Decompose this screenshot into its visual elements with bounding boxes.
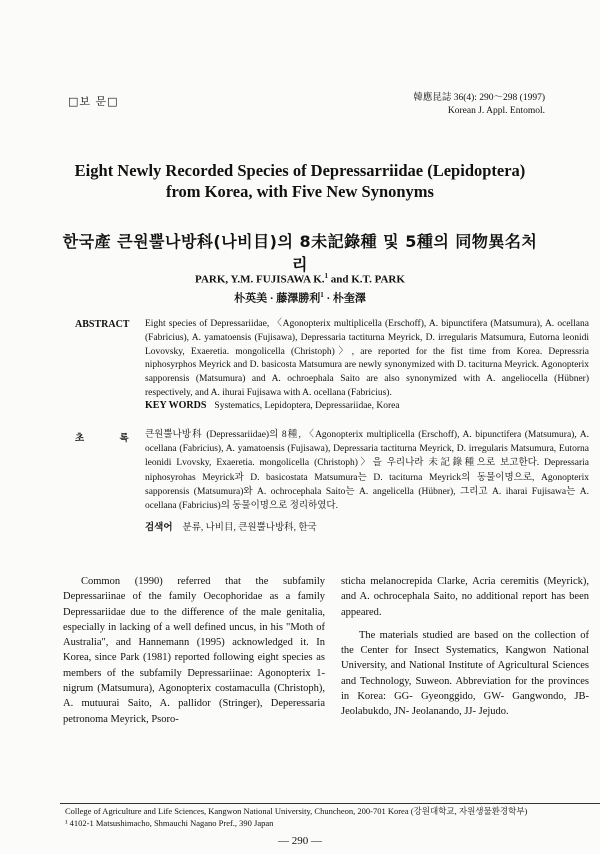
section-tag: □보 문□ xyxy=(68,95,119,108)
footnote-rule xyxy=(60,803,600,804)
journal-name: Korean J. Appl. Entomol. xyxy=(447,106,545,116)
korean-title: 한국產 큰원뿔나방科(나비目)의 8未記錄種 및 5種의 同物異名처리 xyxy=(62,232,538,274)
body-paragraph-2: The materials studied are based on the collection of the Center for Insect Systematics, Kangwon National University, and National Institute of Agricultural Sciences and Technology, Suweon. Abbreviation for the provinces in Korea: GG- Gyeonggido, GW- Gangwondo, JB- Jeolabukdo, JN- Jeolanando, JJ- Jejudo. xyxy=(341,629,589,718)
title-line-1: Eight Newly Recorded Species of Depressarriidae (Lepidoptera) xyxy=(74,161,526,180)
title-line-2: from Korea, with Five New Synonyms xyxy=(166,182,434,201)
korean-keywords-text: 분류, 나비目, 큰원뿔나방科, 한국 xyxy=(182,523,317,533)
footnote-1: ¹ 4102-1 Matsushimacho, Shmauchi Nagano Pref., 390 Japan xyxy=(65,817,274,828)
korean-keywords-label: 검색어 xyxy=(145,523,173,533)
citation-line: 韓應昆誌 36(4): 290～298 (1997) xyxy=(413,93,545,103)
abstract-text: Eight species of Depressariidae, 〈Agonopterix multiplicella (Erschoff), A. bipunctifera (Matsumura), A. ocellana (Fabricius), A. yamatoensis (Fujisawa), Depressaria tactiturna Meyrick, D. irregularis Matsumura, Eutorna leonidi Lovovsky, Exaeretia. mongolicella (Christoph)〉, are reported for the fist time from Korea. Depressria niphosyrphos Meyrick and D. basicosta Matsumura are newly synonymized with D. taciturna Meyrick. Agonopterix sapporensis (Matsumura) and A. ochroephala Saito are also synonymized with A. angeliocella (Hübner) respectively, and A. ihurai Fujisawa with A. ocellana (Fabricius). xyxy=(145,319,589,398)
journal-citation xyxy=(413,92,545,118)
keywords-label: KEY WORDS xyxy=(145,400,207,411)
keywords-text: Systematics, Lepidoptera, Depressariidae, Korea xyxy=(214,401,400,411)
paper-title xyxy=(60,160,540,202)
page-number: — 290 — xyxy=(278,835,322,847)
body-paragraph-1-cont: sticha melanocrepida Clarke, Acria ceremitis (Meyrick), and A. ochrocephala Saito, no additional report has been appeared. xyxy=(341,576,589,618)
korean-abstract-label: 초 록 xyxy=(75,433,145,444)
authors-hanja: 朴英美 · 藤澤勝利$^1$ · 朴奎澤 xyxy=(234,290,366,305)
abstract-label: ABSTRACT xyxy=(75,319,130,330)
authors-latin: PARK, Y.M. FUJISAWA K.$^1$ and K.T. PARK xyxy=(195,272,405,286)
body-right-column xyxy=(341,574,589,720)
body-left-column xyxy=(63,574,325,727)
korean-keywords xyxy=(145,519,317,533)
keywords xyxy=(145,400,400,411)
body-paragraph-1: Common (1990) referred that the subfamily Depressariinae of the family Oecophoridae as a family Depressariidae due to the difference of the male genitalia, especially in lacking of a well defined uncus, in his "Moth of Australia", and Hannemann (1995) acknowledged it. In Korea, since Park (1981) reported following eight species as members of the subfamily Depressariinae: Agonopterix 1-nigrum (Matsumura), Agonopterix costamaculla (Christoph), A. mutuurai Saito, A. pallidor (Stringer), Deperessaria petronoma Meyrick, Psoro- xyxy=(63,576,325,725)
korean-abstract-text: 큰원뿔나방科 (Depressariidae)의 8種, 〈Agonopterix multiplicella (Erschoff), A. bipunctifera (Matsumura), A. ocellana (Fabricius), A. yamatoensis (Fujisawa), Depressaria tactiturna Meyrick, D. irregularis Matsumura, Eutorna leonidi Lvovsky, Exaeretia. mongolicella (Christoph)〉을 우리나라 未記錄種으로 보고한다. Depressaria niphosyrohas Meyrick과 D. basicostata Matsumura는 D. taciturna Meyrick의 동물이명으로, Agonopterix sapporensis (Matsumura)와 A. ochrocephala Saito는 A. angelicella (Hübner), 그리고 A. iharai Fujisawa는 A. ocellana (Fabricius)의 동물이명으로 정리하였다. xyxy=(145,430,589,512)
footnote-affiliation: College of Agriculture and Life Sciences, Kangwon National University, Chuncheon, 200-701 Korea (강원대학교, 자원생물환경학부) xyxy=(65,806,528,816)
footnotes xyxy=(65,806,595,829)
authors xyxy=(60,269,540,306)
